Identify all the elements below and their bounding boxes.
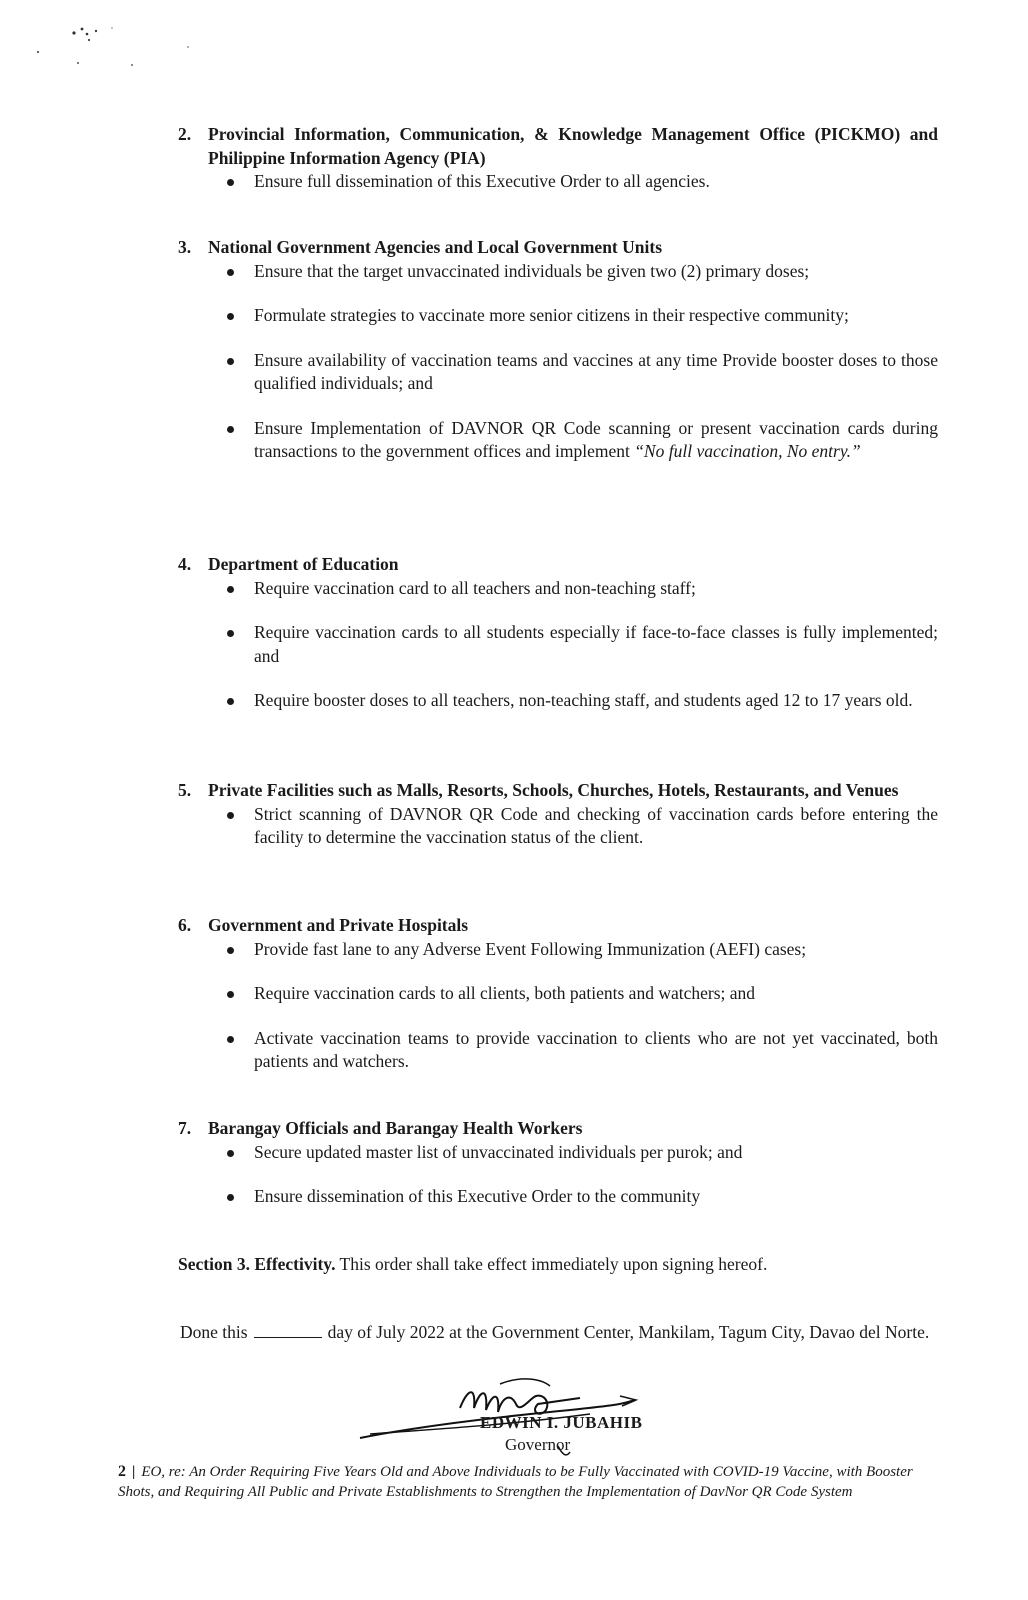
list-item: Require vaccination cards to all clients, both patients and watchers; and	[178, 982, 938, 1006]
done-paragraph	[118, 1321, 938, 1345]
signatory-name: EDWIN I. JUBAHIB	[480, 1413, 643, 1432]
page-number: 2	[118, 1463, 126, 1480]
section-4	[178, 553, 938, 713]
section-title: Government and Private Hospitals	[208, 915, 469, 935]
section-title: Barangay Officials and Barangay Health Workers	[208, 1118, 583, 1138]
footer-separator: |	[132, 1464, 136, 1480]
signatory-title: Governor	[505, 1435, 571, 1454]
section-2	[178, 123, 938, 194]
list-item: Require vaccination cards to all students especially if face-to-face classes is fully implemented; and	[178, 621, 938, 668]
list-item: Ensure dissemination of this Executive Order to the community	[178, 1185, 938, 1209]
done-before-text: Done this	[180, 1322, 248, 1342]
section-number: 2.	[178, 124, 192, 144]
bullet-list	[178, 803, 938, 850]
section-heading	[178, 1117, 938, 1141]
page-footer	[118, 1462, 938, 1502]
list-item: Require booster doses to all teachers, non-teaching staff, and students aged 12 to 17 years old.	[178, 689, 938, 713]
section-number: 4.	[178, 554, 192, 574]
list-item: Formulate strategies to vaccinate more senior citizens in their respective community;	[178, 304, 938, 328]
section-3	[178, 236, 938, 464]
section-heading	[178, 779, 938, 803]
bullet-list	[178, 170, 938, 194]
section-title: Department of Education	[208, 554, 399, 574]
section-heading	[178, 236, 938, 260]
list-item: Strict scanning of DAVNOR QR Code and checking of vaccination cards before entering the facility to determine the vaccination status of the client.	[178, 803, 938, 850]
day-blank-line	[254, 1323, 322, 1338]
done-after-text: day of July 2022 at the Government Center, Mankilam, Tagum City, Davao del Norte.	[327, 1322, 930, 1342]
section-number: 5.	[178, 780, 192, 800]
effectivity-text: This order shall take effect immediately upon signing hereof.	[335, 1254, 768, 1274]
scan-specks	[0, 0, 220, 80]
list-item: Ensure that the target unvaccinated individuals be given two (2) primary doses;	[178, 260, 938, 284]
bullet-list	[178, 260, 938, 464]
section-heading	[178, 553, 938, 577]
list-item: Ensure availability of vaccination teams and vaccines at any time Provide booster doses to those qualified individuals; and	[178, 349, 938, 396]
footer-text: EO, re: An Order Requiring Five Years Old and Above Individuals to be Fully Vaccinated with COVID-19 Vaccine, with Booster Shots, and Requiring All Public and Private Establishments to Strengthen the Implementation of DavNor QR Code System	[118, 1464, 913, 1500]
bullet-list	[178, 1141, 938, 1209]
effectivity-label: Section 3. Effectivity.	[178, 1254, 336, 1274]
list-item: Provide fast lane to any Adverse Event Following Immunization (AEFI) cases;	[178, 938, 938, 962]
list-item: Require vaccination card to all teachers and non-teaching staff;	[178, 577, 938, 601]
section-number: 7.	[178, 1118, 192, 1138]
section-heading	[178, 123, 938, 170]
section-title: Provincial Information, Communication, & Knowledge Management Office (PICKMO) and Philippine Information Agency (PIA)	[208, 124, 938, 168]
section-title: Private Facilities such as Malls, Resorts, Schools, Churches, Hotels, Restaurants, and Venues	[208, 780, 899, 800]
section-6	[178, 914, 938, 1074]
list-item-text: Ensure Implementation of DAVNOR QR Code scanning or present vaccination cards during transactions to the government offices and implement	[254, 417, 938, 461]
section-title: National Government Agencies and Local Government Units	[208, 237, 663, 257]
no-entry-quote: “No full vaccination, No entry.”	[634, 441, 861, 461]
section-heading	[178, 914, 938, 938]
section-5	[178, 779, 938, 850]
section-7	[178, 1117, 938, 1209]
bullet-list	[178, 938, 938, 1074]
bullet-list	[178, 577, 938, 713]
list-item: Ensure full dissemination of this Executive Order to all agencies.	[178, 170, 938, 194]
list-item: Secure updated master list of unvaccinated individuals per purok; and	[178, 1141, 938, 1165]
section-number: 6.	[178, 915, 192, 935]
list-item	[178, 417, 938, 464]
section-number: 3.	[178, 237, 192, 257]
list-item: Activate vaccination teams to provide vaccination to clients who are not yet vaccinated, both patients and watchers.	[178, 1027, 938, 1074]
effectivity-paragraph	[178, 1253, 938, 1277]
